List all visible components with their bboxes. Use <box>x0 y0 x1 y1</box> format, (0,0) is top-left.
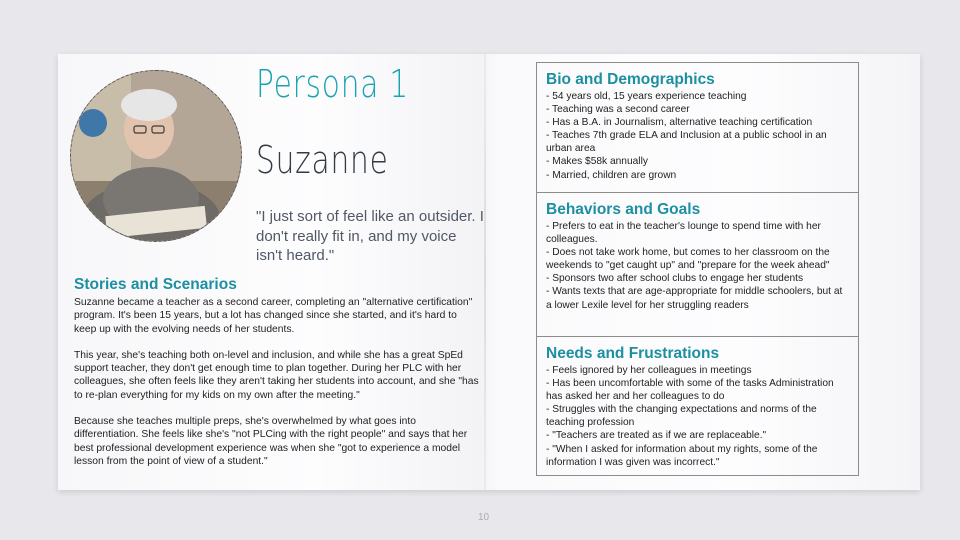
behaviors-line: - Wants texts that are age-appropriate for middle schoolers, but at a lower Lexile level for her struggling readers <box>546 286 843 311</box>
needs-line: - "When I asked for information about my rights, some of the information I was given was incorrect." <box>546 443 818 468</box>
bio-line: - 54 years old, 15 years experience teaching <box>546 91 747 102</box>
page-number: 10 <box>478 512 490 523</box>
bio-line: - Has a B.A. in Journalism, alternative teaching certification <box>546 117 813 129</box>
persona-photo <box>70 70 242 242</box>
behaviors-heading: Behaviors and Goals <box>546 201 701 218</box>
persona-quote: "I just sort of feel like an outsider. I don't really fit in, and my voice isn't heard." <box>256 208 484 264</box>
persona-name: Suzanne <box>256 138 389 182</box>
behaviors-line: - Sponsors two after school clubs to engage her students <box>546 273 804 285</box>
bio-line: - Makes $58k annually <box>546 156 648 168</box>
bio-line: - Teaching was a second career <box>546 104 690 116</box>
needs-heading: Needs and Frustrations <box>546 345 720 362</box>
stories-paragraph: Suzanne became a teacher as a second career, completing an "alternative certification" program. It's been 15 years, but a lot has changed since she started, and it's hard to keep up with the evolving needs of her students. <box>74 297 473 335</box>
stories-paragraph: Because she teaches multiple preps, she's overwhelmed by what goes into differentiation. She feels like she's "not PLCing with the right people" and says that her best professional development experience was when she "got to experience a model lesson from the point of view of a student." <box>74 416 468 467</box>
needs-line: - Feels ignored by her colleagues in meetings <box>546 365 752 376</box>
persona-photo-illustration <box>71 71 241 241</box>
persona-details-panel <box>536 62 859 476</box>
stories-paragraph: This year, she's teaching both on-level and inclusion, and while she has a great SpEd support teacher, they don't get enough time to plan together. During her PLC with her colleagues, she often feels like they aren't taking her students into account, and she "has to re-plan everything for my kids on my own after the meeting." <box>74 349 479 401</box>
stories-heading: Stories and Scenarios <box>74 276 237 293</box>
bio-heading: Bio and Demographics <box>546 71 715 88</box>
needs-line: - Has been uncomfortable with some of the tasks Administration has asked her and her colleagues to do <box>546 378 834 403</box>
needs-section <box>537 336 858 477</box>
bio-section <box>537 63 858 192</box>
needs-line: - "Teachers are treated as if we are replaceable." <box>546 430 767 442</box>
stories-section <box>74 276 482 481</box>
behaviors-section <box>537 192 858 336</box>
persona-title: Persona 1 <box>256 62 410 106</box>
needs-line: - Struggles with the changing expectations and norms of the teaching profession <box>546 404 817 429</box>
bio-line: - Married, children are grown <box>546 169 677 181</box>
bio-line: - Teaches 7th grade ELA and Inclusion at a public school in an urban area <box>546 130 827 155</box>
paper-fold <box>484 54 486 490</box>
behaviors-line: - Prefers to eat in the teacher's lounge to spend time with her colleagues. <box>546 221 821 246</box>
behaviors-line: - Does not take work home, but comes to her classroom on the weekends to "get caught up" and "prepare for the week ahead" <box>546 247 830 272</box>
